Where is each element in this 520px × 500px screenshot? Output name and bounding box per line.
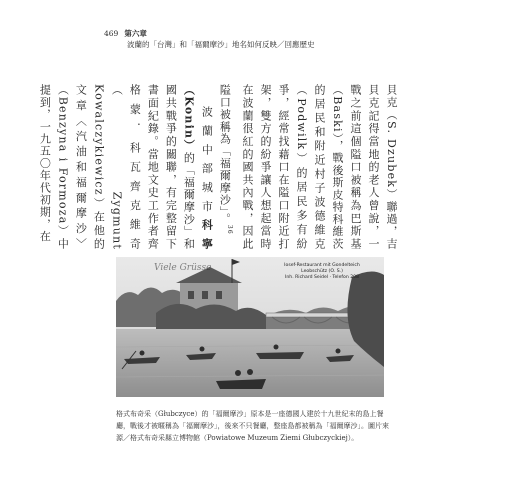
page-number: 469	[104, 29, 119, 38]
body-paragraph-2	[35, 84, 215, 250]
page-header	[104, 28, 315, 50]
chapter-subtitle: 波蘭的「台灣」和「福爾摩沙」地名如何反映／回應歷史	[127, 40, 315, 49]
postcard-handwriting: Viele Grüsse	[154, 263, 212, 273]
body-paragraph-1	[215, 84, 400, 250]
photo-caption: 格式布奇采（Głubczyce）的「福爾摩沙」原本是一座德國人建於十九世紀末的島上餐廳，戰後才被暱稱為「福爾摩沙」，後來不只餐廳，整座島都被稱為「福爾摩沙」。圖片來源／格式布奇采縣立博物館（Powiatowe Muzeum Ziemi Głubczyckiej）。	[116, 410, 389, 442]
postcard-title: Iosef-Restaurant mit Gondelteich	[284, 263, 360, 268]
paragraph-2-start: 波蘭中部城市	[200, 106, 214, 219]
postcard-print-caption	[268, 263, 376, 282]
city-name-bold: 科寧（Konin）	[182, 84, 214, 250]
postcard-place: Leobschütz (O. S.)	[301, 269, 343, 275]
postcard-credit: Inh. Richard Seidel · Telefon 208	[285, 275, 359, 281]
historical-postcard-photo	[116, 257, 384, 397]
paragraph-2-rest: 的「福爾摩沙」和國共戰爭的關聯，有完整留下書面紀錄。當地文史工作者齊格蒙．科瓦齊克維奇（Zygmunt Kowalczykiewicz）在他的文章〈汽油和福爾摩沙〉（Benzyna i Formoza）中提到，一九五〇年代初期，在	[38, 84, 196, 250]
paragraph-1-text: 貝克（S. Dzubek）聯過，吉貝克記得當地的老人曾說，一戰之前這個隘口被稱為巴斯基（Baski），戰後斯皮特科維茨的居民和附近村子波德維克（Podwilk）的居民多有紛爭，經常找藉口在隘口附近打架，雙方的紛爭讓人想起當時在波蘭很紅的國共內戰，因此隘口被稱為「福爾摩沙」。	[218, 84, 398, 250]
chapter-label: 第六章	[124, 29, 147, 38]
vertical-body-text	[38, 84, 400, 250]
footnote-ref[interactable]: 36	[226, 224, 233, 235]
